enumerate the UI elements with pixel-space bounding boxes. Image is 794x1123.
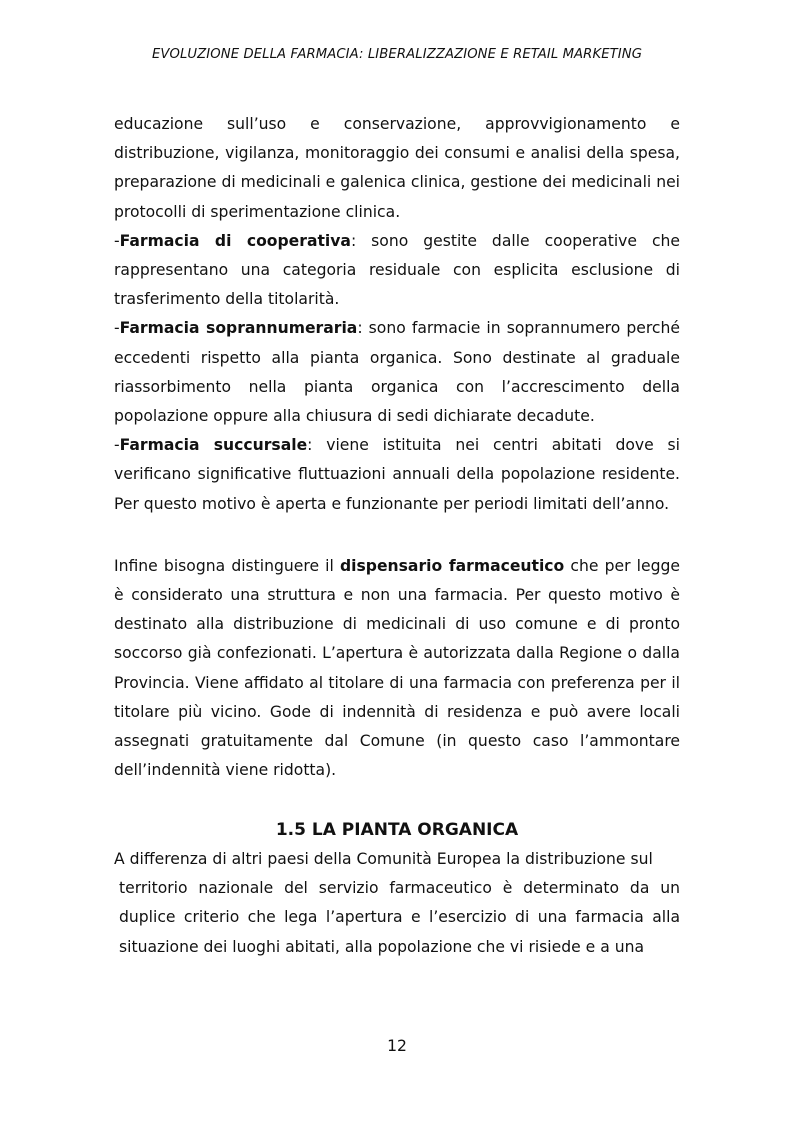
list-dash: - — [114, 319, 120, 338]
dispensario-text: che per legge è considerato una struttura e non una farmacia. Per questo motivo è destinato alla distribuzione di medicinali di uso comune e di pronto soccorso già confezionati. L’apertura è autorizzata dalla Regione o dalla Provincia. Viene affidato al titolare di una farmacia con preferenza per il titolare più vicino. Gode di indennità di residenza e può avere locali assegnati gratuitamente dal Comune (in questo caso l’ammontare dell’indennità viene ridotta). — [114, 556, 680, 780]
page-body — [114, 110, 680, 962]
dispensario-lead: Infine bisogna distinguere il — [114, 556, 341, 575]
section-heading: 1.5 LA PIANTA ORGANICA — [275, 819, 519, 840]
list-description: : viene istituita nei centri abitati dove si verificano significative fluttuazioni annuali della popolazione residente. Per questo motivo è aperta e funzionante per periodi limitati dell’anno. — [114, 436, 680, 513]
paragraph-spacer — [114, 519, 680, 552]
dispensario-paragraph — [114, 552, 680, 786]
list-dash: - — [114, 231, 120, 250]
running-header: EVOLUZIONE DELLA FARMACIA: LIBERALIZZAZIONE E RETAIL MARKETING — [151, 47, 643, 62]
section-paragraph: territorio nazionale del servizio farmaceutico è determinato da un duplice criterio che lega l’apertura e l’esercizio di una farmacia alla situazione dei luoghi abitati, alla popolazione che vi risiede e a una — [119, 879, 680, 956]
list-description: : sono gestite dalle cooperative che rappresentano una categoria residuale con esplicita esclusione di trasferimento della titolarità. — [114, 231, 680, 309]
list-term: Farmacia succursale — [119, 436, 308, 455]
section-first-line: A differenza di altri paesi della Comunità Europea la distribuzione sul — [114, 849, 653, 868]
list-description: : sono farmacie in soprannumero perché eccedenti rispetto alla pianta organica. Sono destinate al graduale riassorbimento nella pianta organica con l’accrescimento della popolazione oppure alla chiusura di sedi dichiarate decadute. — [114, 319, 680, 426]
list-term: Farmacia di cooperativa — [119, 231, 351, 250]
intro-paragraph: educazione sull’uso e conservazione, approvvigionamento e distribuzione, vigilanza, monitoraggio dei consumi e analisi della spesa, preparazione di medicinali e galenica clinica, gestione dei medicinali nei protocolli di sperimentazione clinica. — [114, 115, 680, 221]
list-item-succursale — [114, 431, 680, 519]
list-item-cooperativa — [114, 227, 680, 315]
dispensario-term: dispensario farmaceutico — [340, 556, 565, 575]
list-item-soprannumeraria — [114, 314, 680, 431]
section-spacer — [114, 785, 680, 815]
page-number: 12 — [387, 1037, 407, 1055]
list-dash: - — [114, 436, 120, 455]
list-term: Farmacia soprannumeraria — [119, 319, 358, 338]
